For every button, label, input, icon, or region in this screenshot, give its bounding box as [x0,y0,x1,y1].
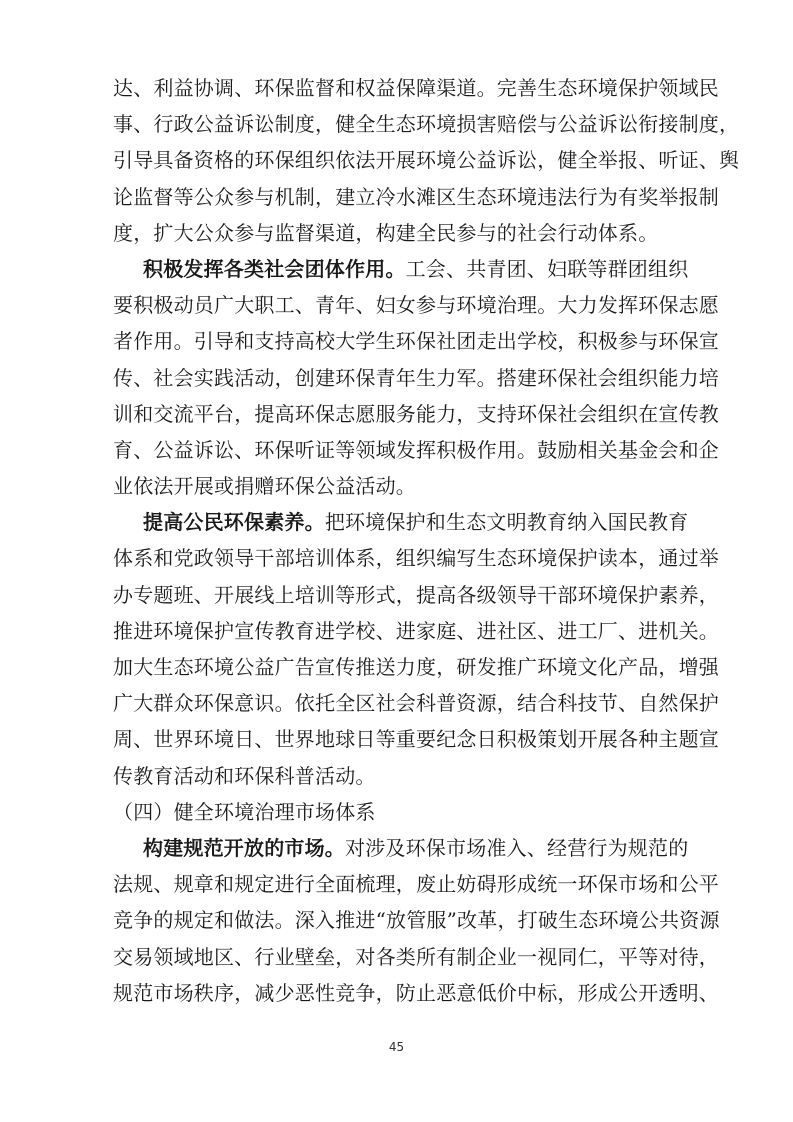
paragraph-lead-rest: 把环境保护和生态文明教育纳入国民教育 [324,510,689,535]
paragraph-lead-rest: 工会、共青团、妇联等群团组织 [405,256,689,281]
text-line: 广大群众环保意识。依托全区社会科普资源，结合科技节、自然保护 [113,691,719,716]
text-line: 加大生态环境公益广告宣传推送力度，研发推广环境文化产品，增强 [113,655,719,679]
text-line: 育、公益诉讼、环保听证等领域发挥积极作用。鼓励相关基金会和企 [113,437,719,462]
text-line: 传教育活动和环保科普活动。 [113,763,376,788]
paragraph-lead: 积极发挥各类社会团体作用。 [143,256,406,281]
page-number: 45 [388,1040,405,1054]
paragraph-lead: 提高公民环保素养。 [143,510,325,535]
text-line: 传、社会实践活动，创建环保青年生力军。搭建环保社会组织能力培 [113,365,719,390]
text-line: 达、利益协调、环保监督和权益保障渠道。完善生态环境保护领域民 [113,76,719,100]
text-line: 周、世界环境日、世界地球日等重要纪念日积极策划开展各种主题宣 [113,727,719,752]
text-line: 论监督等公众参与机制，建立冷水滩区生态环境违法行为有奖举报制 [113,184,719,209]
text-line [113,251,687,287]
text-line: 业依法开展或捐赠环保公益活动。 [113,474,416,499]
text-line [113,504,687,540]
text-line: 者作用。引导和支持高校大学生环保社团走出学校，积极参与环保宣 [113,329,719,354]
text-line: 竞争的规定和做法。深入推进“放管服”改革，打破生态环境公共资源 [113,908,720,933]
paragraph [113,504,719,794]
paragraph [113,70,740,251]
text-line: 规范市场秩序，减少恶性竞争，防止恶意低价中标，形成公开透明、 [113,980,719,1005]
text-line: 推进环境保护宣传教育进学校、进家庭、进社区、进工厂、进机关。 [113,618,719,643]
body-text [113,70,740,1011]
paragraph-lead: 构建规范开放的市场。 [143,835,345,860]
paragraph [113,251,719,504]
text-line: 体系和党政领导干部培训体系，组织编写生态环境保护读本，通过举 [113,546,719,571]
text-line: 训和交流平台，提高环保志愿服务能力，支持环保社会组织在宣传教 [113,401,719,426]
text-line: 度，扩大公众参与监督渠道，构建全民参与的社会行动体系。 [113,220,659,245]
text-line: 引导具备资格的环保组织依法开展环境公益诉讼，健全举报、听证、舆 [113,148,740,173]
text-line: 法规、规章和规定进行全面梳理，废止妨碍形成统一环保市场和公平 [113,872,719,897]
section-heading: （四）健全环境治理市场体系 [113,799,376,824]
paragraph-lead-rest: 对涉及环保市场准入、经营行为规范的 [345,835,689,860]
text-line: 事、行政公益诉讼制度，健全生态环境损害赔偿与公益诉讼衔接制度， [113,112,740,137]
text-line: 办专题班、开展线上培训等形式，提高各级领导干部环境保护素养， [113,582,719,607]
paragraph [113,830,720,1011]
text-line [113,830,687,866]
text-line: 要积极动员广大职工、青年、妇女参与环境治理。大力发挥环保志愿 [113,293,719,318]
text-line: 交易领域地区、行业壁垒，对各类所有制企业一视同仁，平等对待， [113,944,719,969]
